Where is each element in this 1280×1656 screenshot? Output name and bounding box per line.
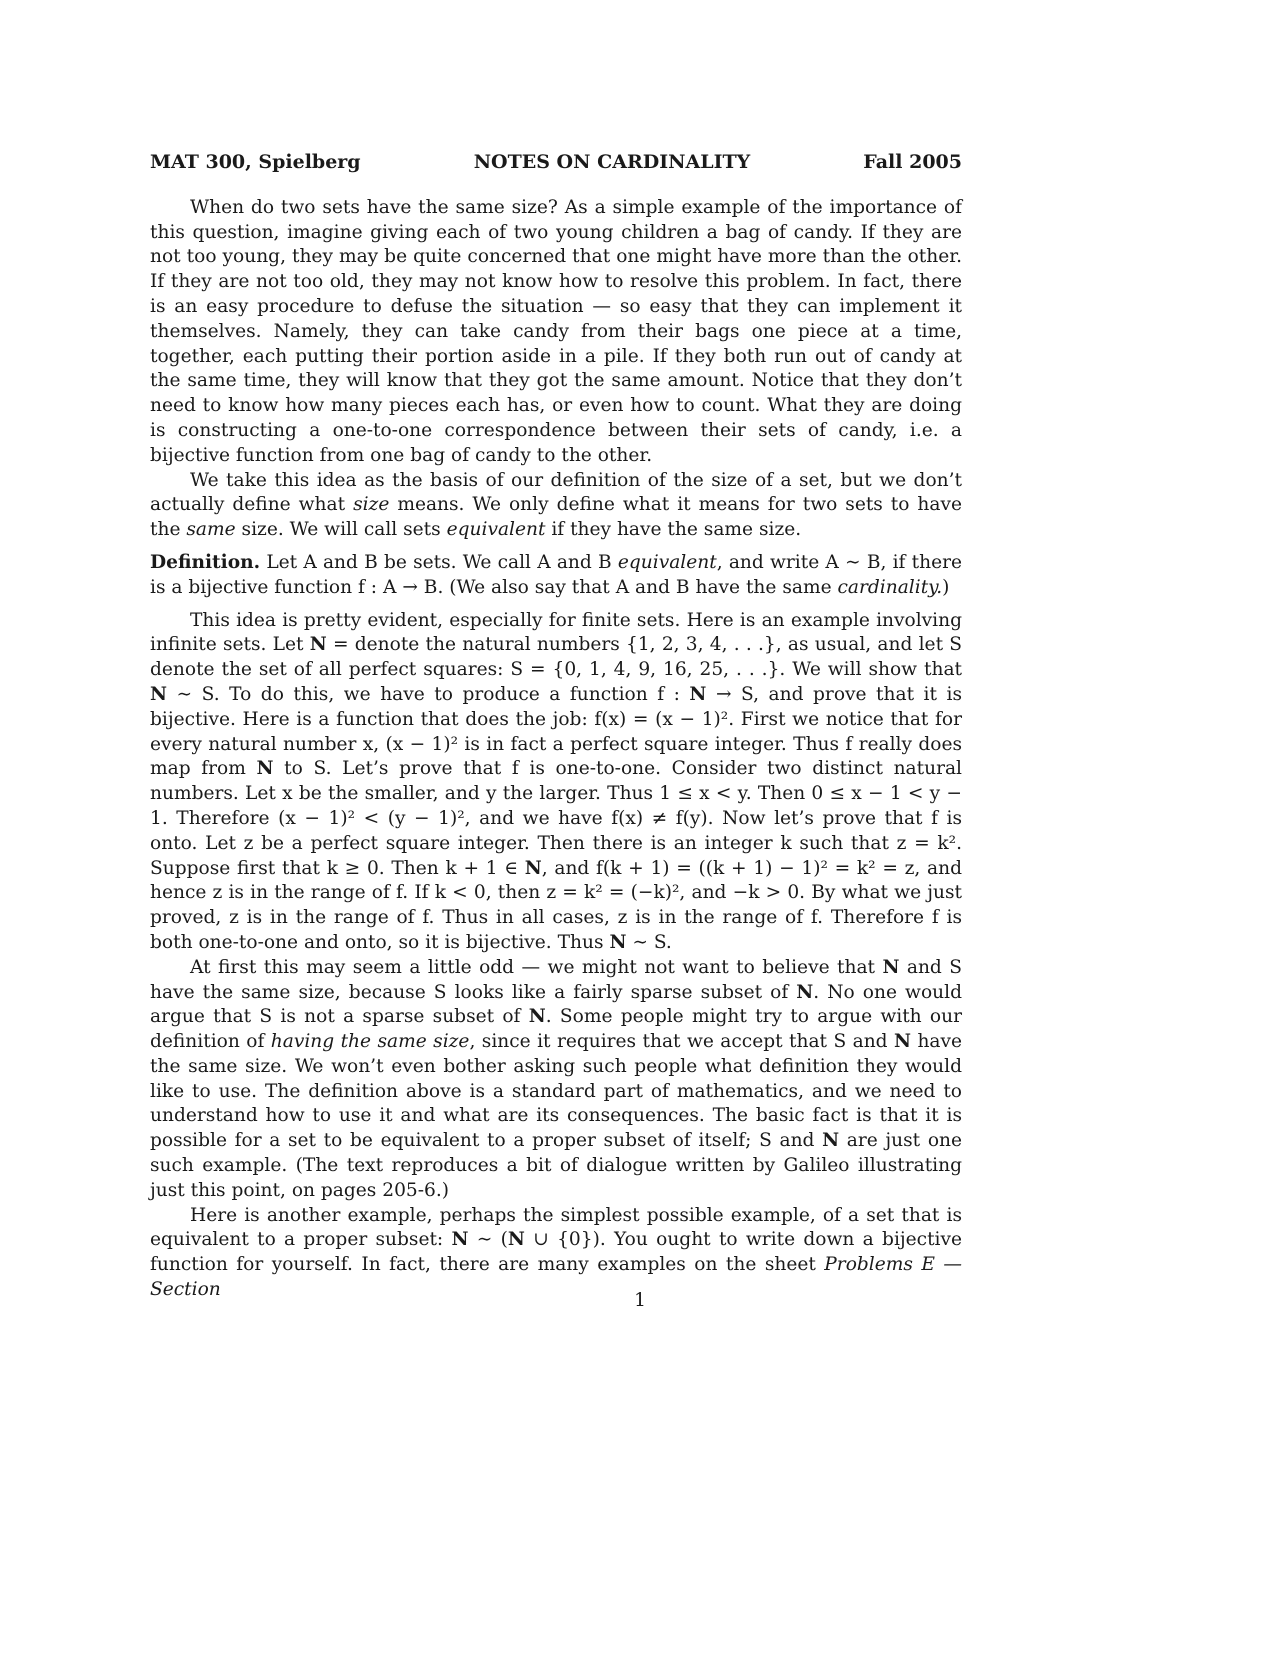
term-label: Fall 2005 (863, 151, 962, 173)
paragraph-idea: We take this idea as the basis of our definition of the size of a set, but we don’t actually define what size means. We only define what it means for two sets to have the same size. We will call sets equivalent if they have the same size. (150, 469, 962, 541)
paragraph-intro: When do two sets have the same size? As a simple example of the importance of this question, imagine giving each of two young children a bag of candy. If they are not too young, they may be quite concerned that one might have more than the other. If they are not too old, they may not know how to resolve this problem. In fact, there is an easy procedure to defuse the situation — so easy that they can implement it themselves. Namely, they can take candy from their bags one piece at a time, together, each putting their portion aside in a pile. If they both run out of candy at the same time, they will know that they got the same amount. Notice that they don’t need to know how many pieces each has, or even how to count. What they are doing is constructing a one-to-one correspondence between their sets of candy, i.e. a bijective function from one bag of candy to the other. (150, 196, 962, 466)
page-header (150, 150, 962, 175)
paragraph-example: This idea is pretty evident, especially for finite sets. Here is an example involving infinite sets. Let N = denote the natural numbers {1, 2, 3, 4, . . .}, as usual, and let S denote the set of all perfect squares: S = {0, 1, 4, 9, 16, 25, . . .}. We will show that N ∼ S. To do this, we have to produce a function f : N → S, and prove that it is bijective. Here is a function that does the job: f(x) = (x − 1)². First we notice that for every natural number x, (x − 1)² is in fact a perfect square integer. Thus f really does map from N to S. Let’s prove that f is one-to-one. Consider two distinct natural numbers. Let x be the smaller, and y the larger. Thus 1 ≤ x < y. Then 0 ≤ x − 1 < y − 1. Therefore (x − 1)² < (y − 1)², and we have f(x) ≠ f(y). Now let’s prove that f is onto. Let z be a perfect square integer. Then there is an integer k such that z = k². Suppose first that k ≥ 0. Then k + 1 ∈ N, and f(k + 1) = ((k + 1) − 1)² = k² = z, and hence z is in the range of f. If k < 0, then z = k² = (−k)², and −k > 0. By what we just proved, z is in the range of f. Thus in all cases, z is in the range of f. Therefore f is both one-to-one and onto, so it is bijective. Thus N ∼ S. (150, 609, 963, 953)
paragraph-another-example: Here is another example, perhaps the simplest possible example, of a set that is equivalent to a proper subset: N ∼ (N ∪ {0}). You ought to write down a bijective function for yourself. In fact, there are many examples on the sheet Problems E — Section (150, 1204, 963, 1301)
document-page (150, 150, 962, 1303)
page-number: 1 (634, 1290, 646, 1311)
course-label: MAT 300, Spielberg (150, 151, 361, 173)
document-title: NOTES ON CARDINALITY (473, 151, 751, 173)
paragraph-odd: At first this may seem a little odd — we might not want to believe that N and S have the same size, because S looks like a fairly sparse subset of N. No one would argue that S is not a sparse subset of N. Some people might try to argue with our definition of having the same size, since it requires that we accept that S and N have the same size. We won’t even bother asking such people what definition they would like to use. The definition above is a standard part of mathematics, and we need to understand how to use it and what are its consequences. The basic fact is that it is possible for a set to be equivalent to a proper subset of itself; S and N are just one such example. (The text reproduces a bit of dialogue written by Galileo illustrating just this point, on pages 205-6.) (150, 956, 963, 1201)
definition-block: Definition. Let A and B be sets. We call A and B equivalent, and write A ∼ B, if there is a bijective function f : A → B. (We also say that A and B have the same cardinality.) (150, 551, 962, 598)
definition-label: Definition. (150, 551, 261, 573)
